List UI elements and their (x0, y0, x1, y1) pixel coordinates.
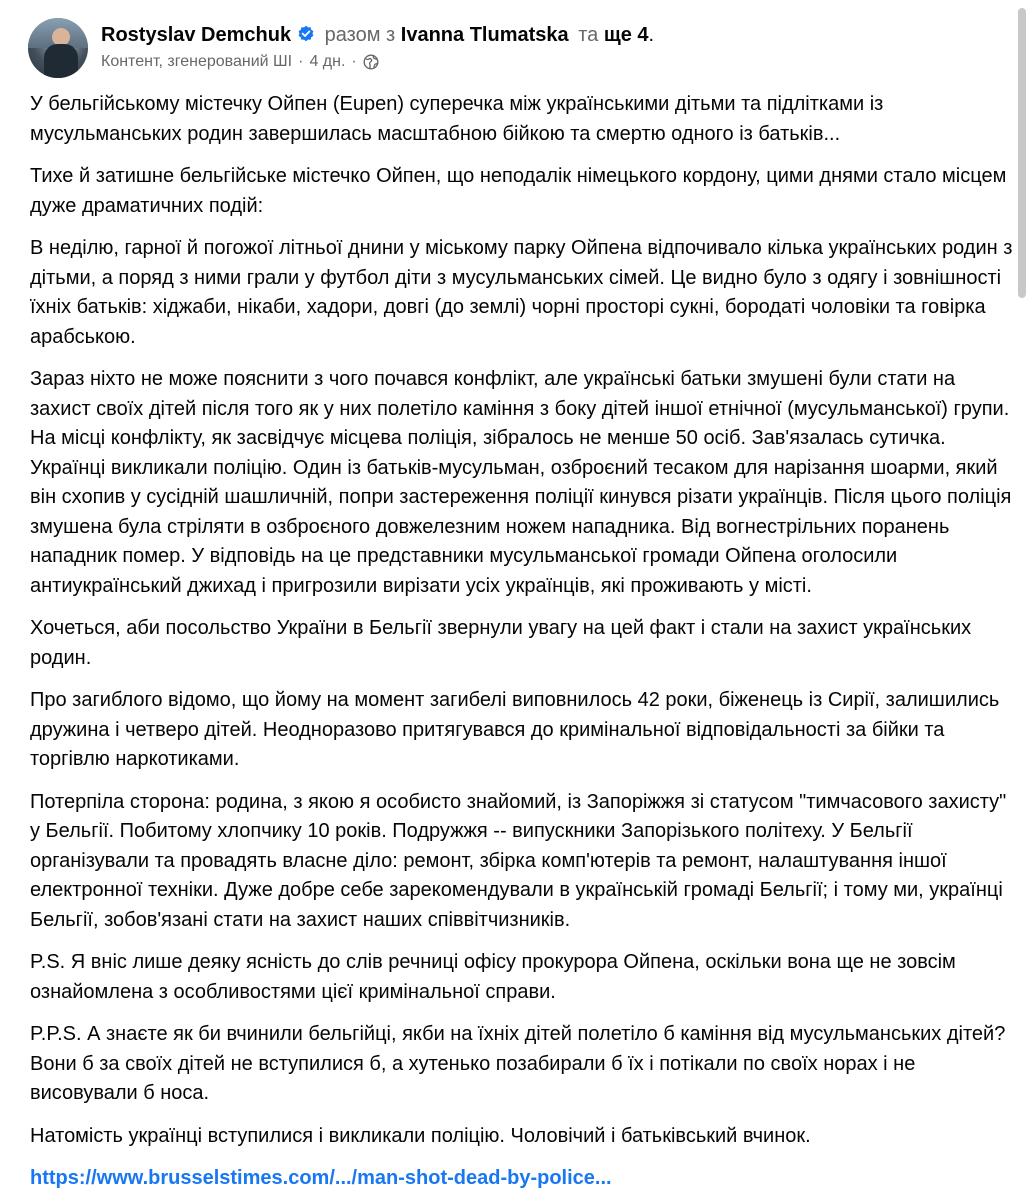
post-paragraph: Про загиблого відомо, що йому на момент загибелі виповнилось 42 роки, біженець із Сирії, залишились дружина і четверо дітей. Неодноразово притягувався до кримінальної відповідальності за бійки та торгівлю наркотиками. (30, 689, 1000, 770)
with-prefix: разом з (324, 24, 396, 46)
post-paragraph: У бельгійському містечку Ойпен (Eupen) суперечка між українськими дітьми та підлітками із мусульманських родин завершилась масштабною бійкою та смертю одного із батьків... (30, 93, 884, 145)
post-paragraph: Хочеться, аби посольство України в Бельгії звернули увагу на цей факт і стали на захист українських родин. (30, 617, 972, 669)
separator-dot: · (351, 53, 357, 70)
more-coauthors-link[interactable]: ще 4 (603, 24, 649, 46)
author-name[interactable]: Rostyslav Demchuk (101, 24, 292, 46)
header-text (101, 18, 654, 72)
author-avatar[interactable] (28, 18, 88, 78)
post-time[interactable]: 4 дн. (309, 53, 346, 70)
author-line (101, 22, 654, 48)
period: . (648, 24, 655, 46)
post-paragraph: Потерпіла сторона: родина, з якою я особисто знайомий, із Запоріжжя зі статусом "тимчасового захисту" у Бельгії. Побитому хлопчику 10 років. Подружжя -- випускники Запорізького політеху. У Бельгії організували та провадять власне діло: ремонт, збірка комп'ютерів та ремонт, налаштування іншої електронної техніки. Дуже добре себе зарекомендували в українській громаді Бельгії; і тому ми, українці Бельгії, зобов'язані стати на захист наших співвітчизників. (30, 790, 1007, 931)
globe-icon[interactable] (363, 54, 379, 70)
post-paragraph: Зараз ніхто не може пояснити з чого почався конфлікт, але українські батьки змушені були стати на захист своїх дітей після того як у них полетіло каміння з боку дітей іншої етнічної (мусульманської) групи. На місці конфлікту, як засвідчує місцева поліція, зібралось не менше 50 осіб. Зав'язалась сутичка. Українці викликали поліцію. Один із батьків-мусульман, озброєний тесаком для нарізання шоарми, який він схопив у сусідній шашличній, попри застереження поліції кинувся різати українців. Після цього поліція змушена була стріляти в озброєного довжелезним ножем нападника. Від вогнестрільних поранень нападник помер. У відповідь на це представники мусульманської громади Ойпена оголосили антиукраїнський джихад і пригрозили вирізати усіх українців, які проживають у місті. (30, 368, 1012, 597)
and-word: та (578, 24, 599, 46)
post-paragraph: В неділю, гарної й погожої літньої днини у міському парку Ойпена відпочивало кілька українських родин з дітьми, а поряд з ними грали у футбол діти з мусульманських сімей. Це видно було з одягу і зовнішності їхніх батьків: хіджаби, нікаби, хадори, довгі (до землі) чорні просторі сукні, бородаті чоловіки та говірка арабською. (30, 237, 1013, 348)
ai-content-label[interactable]: Контент, згенерований ШІ (101, 53, 293, 70)
link-paragraph (30, 1164, 1020, 1194)
separator-dot: · (298, 53, 304, 70)
post-paragraph: Натомість українці вступилися і викликали поліцію. Чоловічий і батьківський вчинок. (30, 1124, 811, 1147)
coauthor-name[interactable]: Ivanna Tlumatska (400, 24, 569, 46)
post-meta (101, 52, 654, 72)
post-paragraph: Тихе й затишне бельгійське містечко Ойпен, що неподалік німецького кордону, цими днями стало місцем дуже драматичних подій: (30, 165, 1007, 217)
post-body (30, 90, 1020, 1200)
avatar-body (44, 44, 78, 78)
post-paragraph: P.S. Я вніс лише деяку ясність до слів речниці офісу прокурора Ойпена, оскільки вона ще не зовсім ознайомлена з особливостями цієї кримінальної справи. (30, 951, 956, 1003)
scrollbar-thumb[interactable] (1018, 8, 1026, 298)
post-header (28, 18, 988, 82)
post-paragraph: P.P.S. А знаєте як би вчинили бельгійці, якби на їхніх дітей полетіло б каміння від мусульманських дітей? Вони б за своїх дітей не вступилися б, а хутенько позабирали б їх і потікали по своїх норах і не висовували б носа. (30, 1023, 1006, 1104)
verified-badge-icon (297, 25, 315, 43)
external-article-link[interactable]: https://www.brusselstimes.com/.../man-shot-dead-by-police... (30, 1167, 612, 1189)
scrollbar[interactable] (1016, 0, 1028, 1200)
